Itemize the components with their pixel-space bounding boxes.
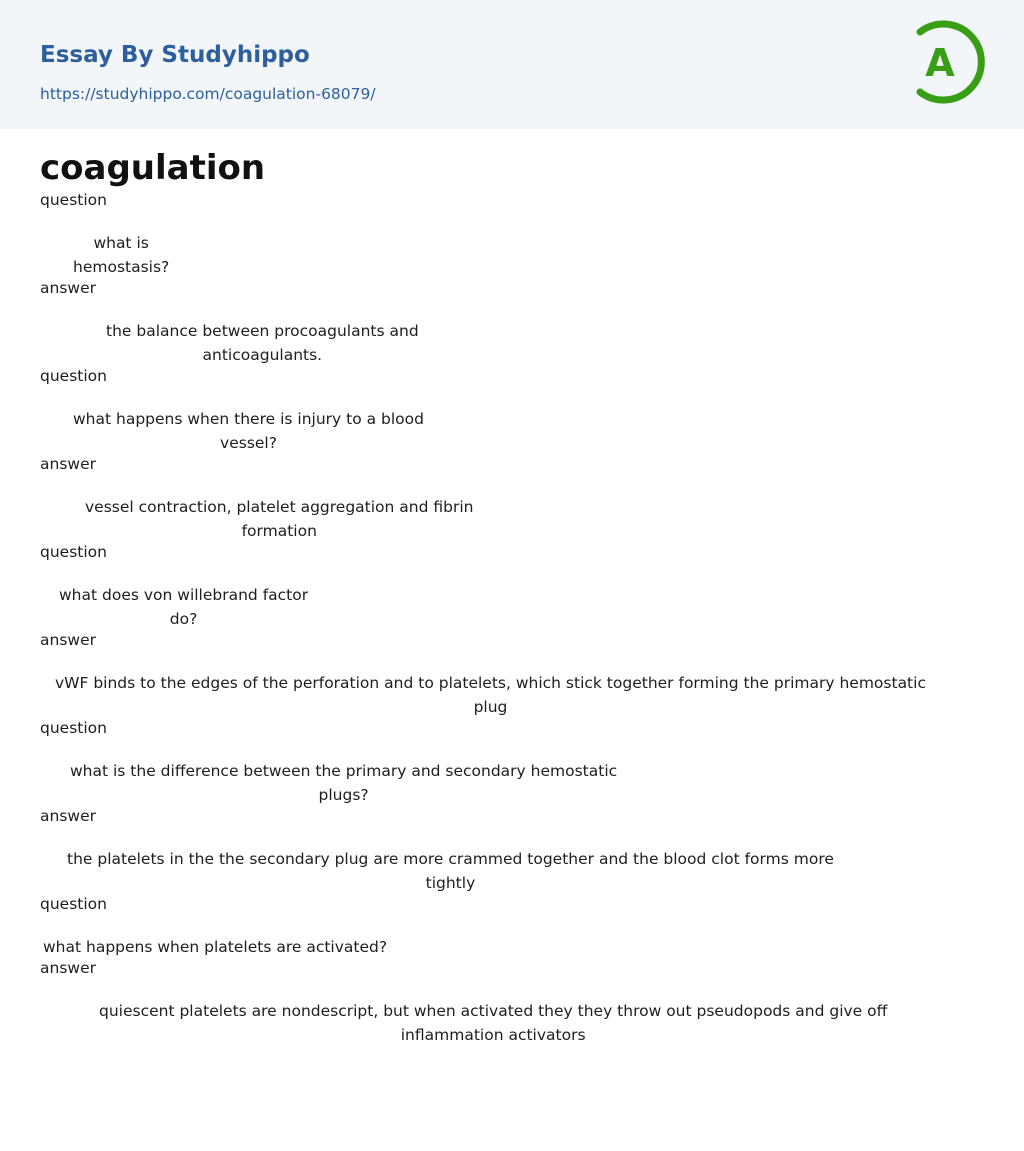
answer-line: quiescent platelets are nondescript, but when activated they they throw out pseudopods and give off <box>99 1002 888 1020</box>
answer-line: the balance between procoagulants and <box>106 322 419 340</box>
answer-line: vWF binds to the edges of the perforation and to platelets, which stick together forming the primary hemostatic <box>55 674 926 692</box>
answer-line: plug <box>473 698 508 716</box>
answer-line: vessel contraction, platelet aggregation and fibrin <box>85 498 474 516</box>
question-text <box>59 583 308 631</box>
question-label: question <box>40 543 107 561</box>
logo-ring-icon <box>904 20 988 104</box>
question-label: question <box>40 719 107 737</box>
question-text <box>70 759 617 807</box>
answer-label: answer <box>40 279 96 297</box>
answer-label: answer <box>40 959 96 977</box>
qa-item-2 <box>40 364 984 543</box>
answer-line: the platelets in the the secondary plug are more crammed together and the blood clot forms more <box>67 850 834 868</box>
qa-item-5 <box>40 892 984 1047</box>
question-line: what does von willebrand factor <box>59 586 309 604</box>
answer-line: inflammation activators <box>400 1026 586 1044</box>
question-label: question <box>40 895 107 913</box>
studyhippo-logo-icon <box>904 20 988 104</box>
question-label: question <box>40 191 107 209</box>
question-line: do? <box>169 610 198 628</box>
question-text <box>73 407 424 455</box>
page-header <box>0 0 1024 129</box>
answer-line: anticoagulants. <box>202 346 323 364</box>
answer-text <box>106 319 419 367</box>
question-line: plugs? <box>318 786 369 804</box>
answer-text <box>85 495 473 543</box>
brand-title: Essay By Studyhippo <box>40 42 310 68</box>
question-line: what is <box>93 234 149 252</box>
question-line: what happens when platelets are activated? <box>43 938 388 956</box>
answer-label: answer <box>40 631 96 649</box>
main-content <box>40 129 984 1047</box>
answer-label: answer <box>40 455 96 473</box>
answer-label: answer <box>40 807 96 825</box>
question-line: what happens when there is injury to a blood <box>73 410 424 428</box>
qa-item-1 <box>40 188 984 367</box>
answer-text <box>55 671 926 719</box>
answer-text <box>99 999 887 1047</box>
qa-item-4 <box>40 716 984 895</box>
question-line: hemostasis? <box>73 258 170 276</box>
page-title: coagulation <box>40 148 266 188</box>
source-url-link[interactable]: https://studyhippo.com/coagulation-68079/ <box>40 85 376 103</box>
logo-letter: A <box>925 41 955 85</box>
answer-line: tightly <box>425 874 476 892</box>
answer-text <box>67 847 834 895</box>
qa-item-3 <box>40 540 984 719</box>
question-line: vessel? <box>220 434 277 452</box>
answer-line: formation <box>241 522 317 540</box>
question-text <box>73 231 169 279</box>
question-line: what is the difference between the primary and secondary hemostatic <box>70 762 618 780</box>
question-label: question <box>40 367 107 385</box>
